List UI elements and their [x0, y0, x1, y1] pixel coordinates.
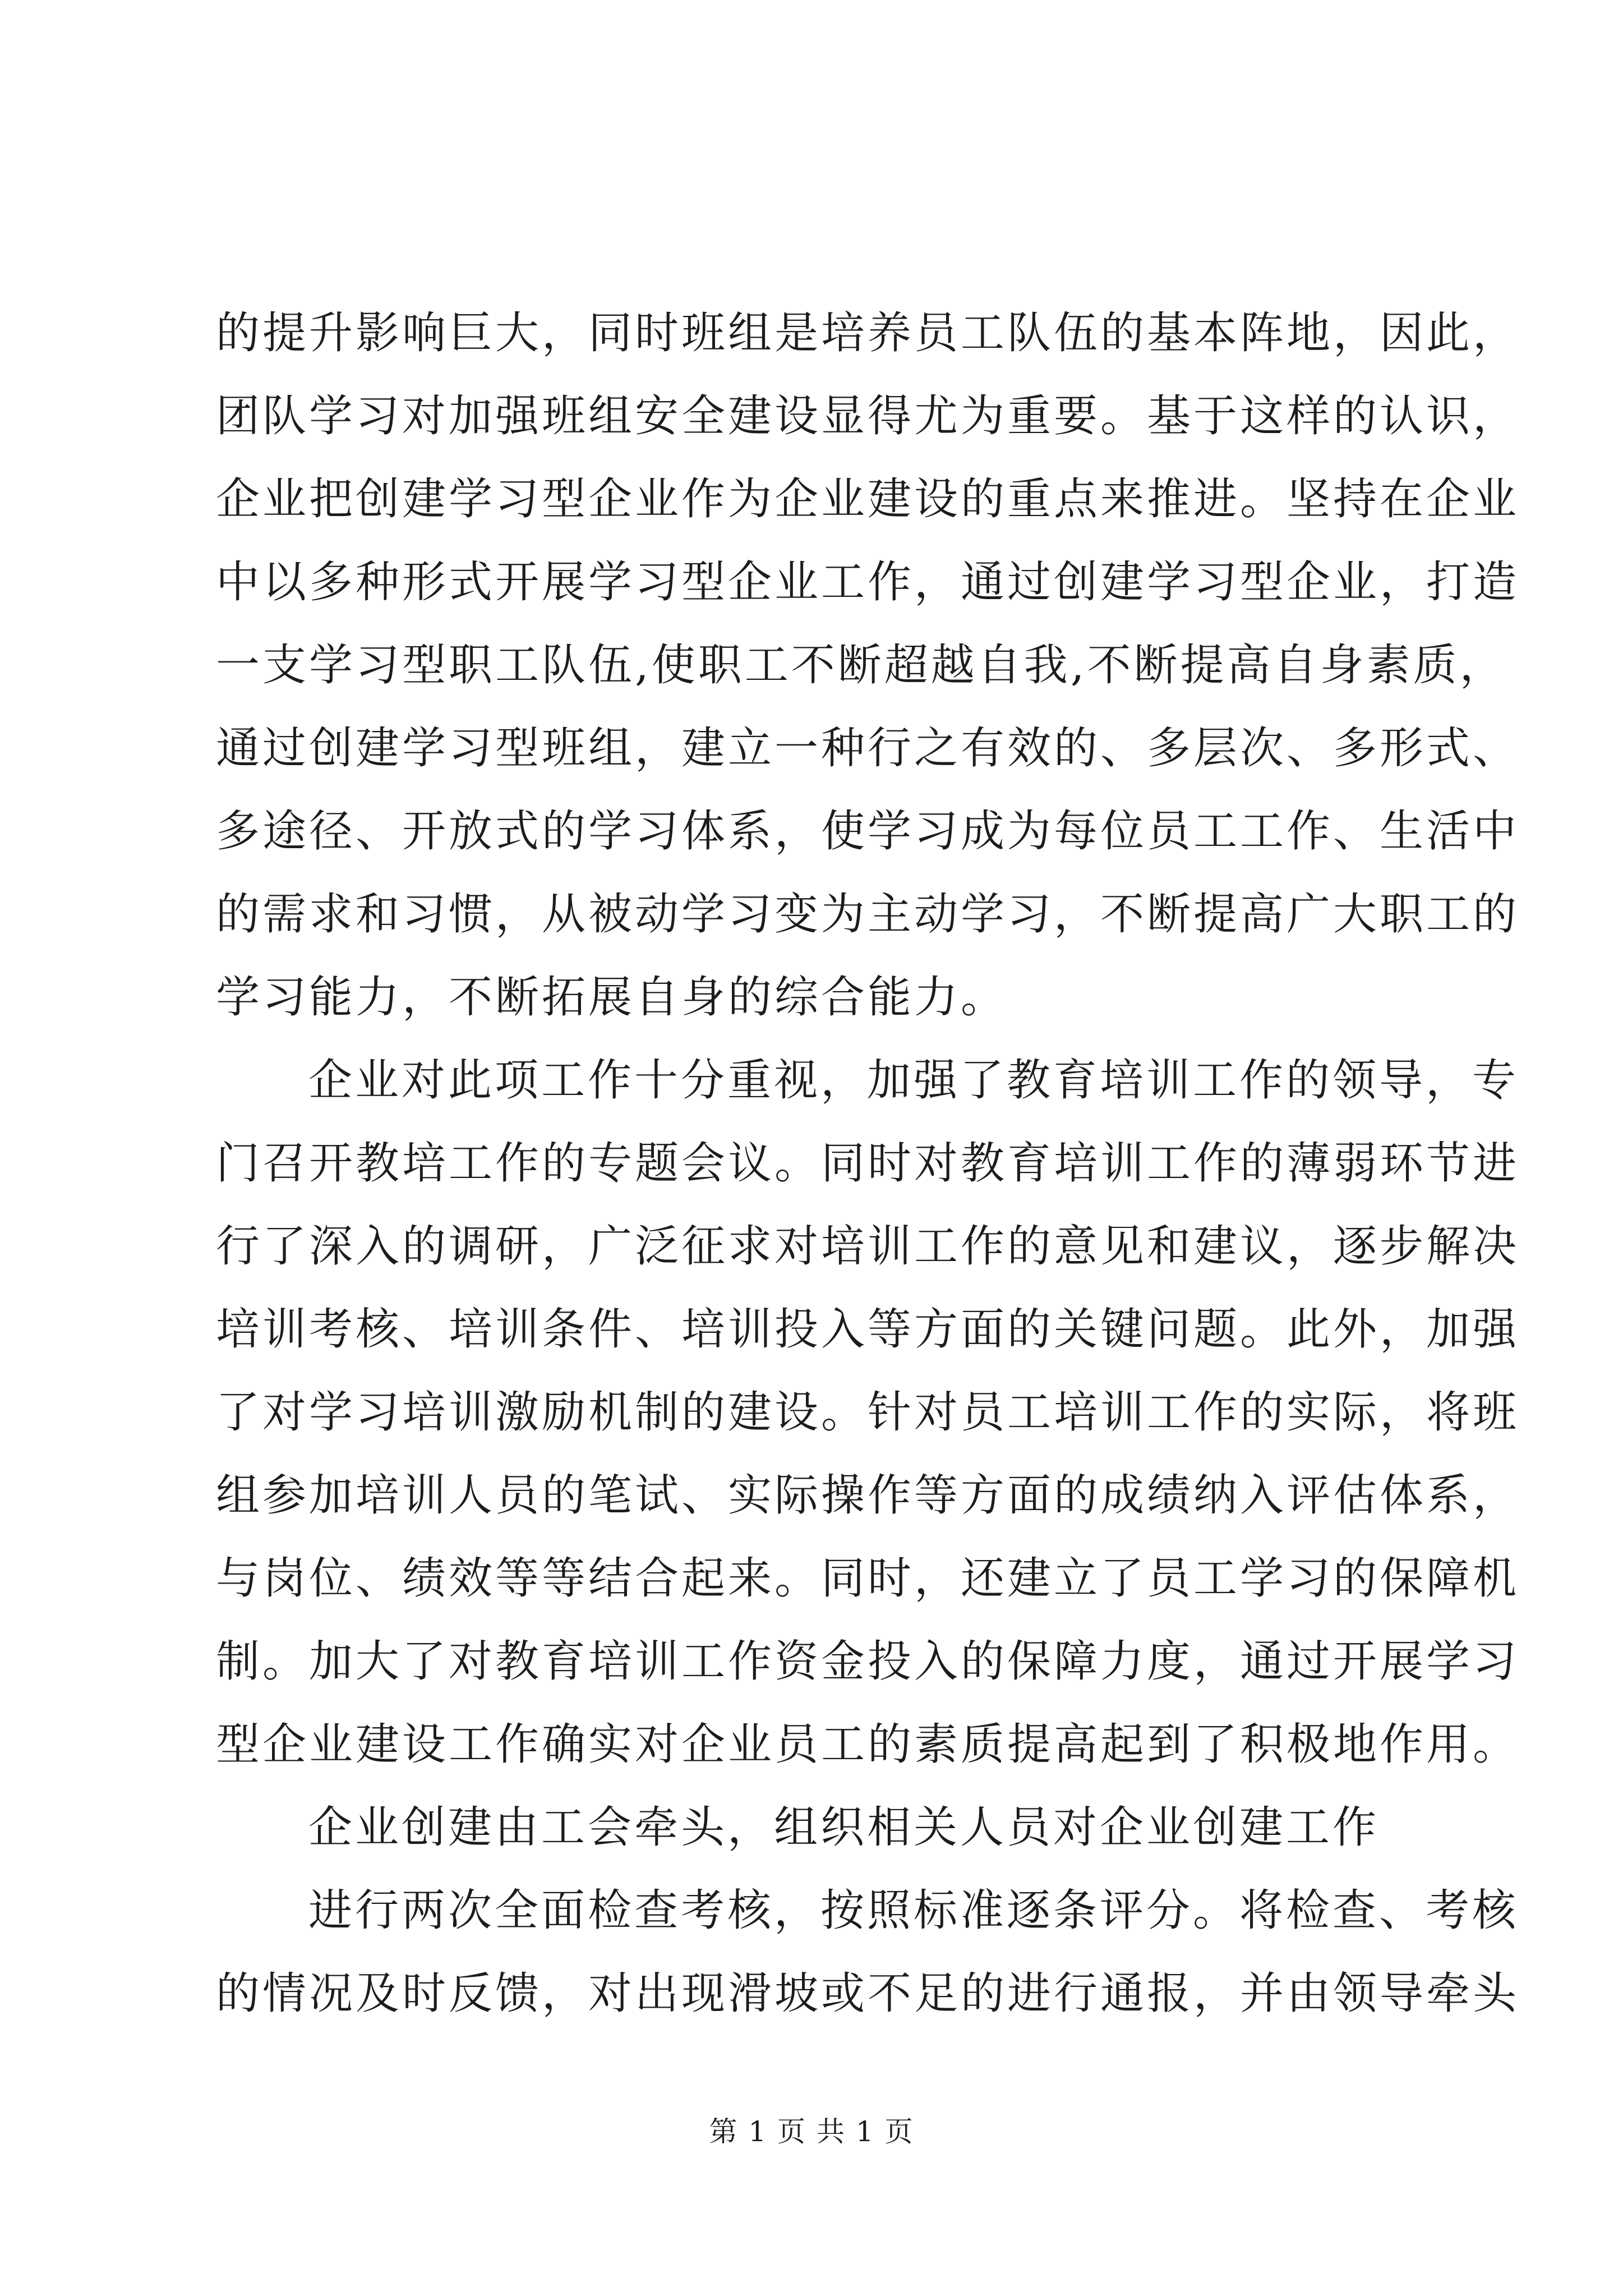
text-line: 企业把创建学习型企业作为企业建设的重点来推进。坚持在企业	[216, 474, 1520, 524]
text-line: 通过创建学习型班组，建立一种行之有效的、多层次、多形式、	[216, 723, 1520, 774]
text-line: 的情况及时反馈，对出现滑坡或不足的进行通报，并由领导牵头	[216, 1968, 1520, 2019]
text-line: 门召开教培工作的专题会议。同时对教育培训工作的薄弱环节进	[216, 1138, 1520, 1189]
text-line: 团队学习对加强班组安全建设显得尤为重要。基于这样的认识，	[216, 391, 1520, 441]
text-line: 行了深入的调研，广泛征求对培训工作的意见和建议，逐步解决	[216, 1221, 1520, 1272]
text-line: 组参加培训人员的笔试、实际操作等方面的成绩纳入评估体系，	[216, 1470, 1520, 1521]
text-line: 型企业建设工作确实对企业员工的素质提高起到了积极地作用。	[216, 1719, 1520, 1770]
text-line: 企业创建由工会牵头，组织相关人员对企业创建工作	[308, 1802, 1380, 1853]
text-line: 学习能力，不断拓展自身的综合能力。	[216, 972, 1008, 1023]
text-line: 企业对此项工作十分重视，加强了教育培训工作的领导，专	[308, 1055, 1519, 1106]
text-line: 的需求和习惯，从被动学习变为主动学习，不断提高广大职工的	[216, 889, 1520, 940]
text-line: 的提升影响巨大，同时班组是培养员工队伍的基本阵地，因此，	[216, 308, 1520, 358]
page-footer: 第 1 页 共 1 页	[709, 2115, 914, 2148]
text-line: 与岗位、绩效等等结合起来。同时，还建立了员工学习的保障机	[216, 1553, 1520, 1604]
text-line: 一支学习型职工队伍,使职工不断超越自我,不断提高自身素质，	[216, 640, 1506, 691]
text-line: 了对学习培训激励机制的建设。针对员工培训工作的实际，将班	[216, 1387, 1520, 1438]
text-line: 进行两次全面检查考核，按照标准逐条评分。将检查、考核	[308, 1885, 1519, 1936]
text-line: 培训考核、培训条件、培训投入等方面的关键问题。此外，加强	[216, 1304, 1520, 1355]
body-text	[216, 292, 1520, 2035]
text-line: 中以多种形式开展学习型企业工作，通过创建学习型企业，打造	[216, 557, 1520, 608]
text-line: 制。加大了对教育培训工作资金投入的保障力度，通过开展学习	[216, 1636, 1520, 1687]
text-line: 多途径、开放式的学习体系，使学习成为每位员工工作、生活中	[216, 806, 1520, 857]
